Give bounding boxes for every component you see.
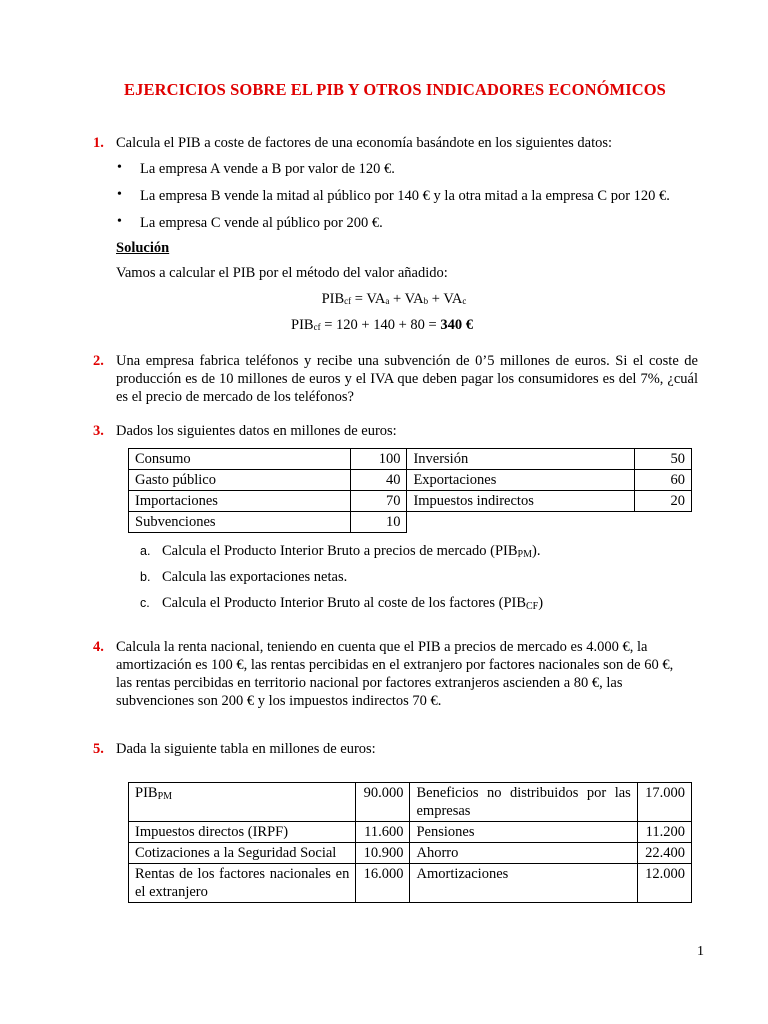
bullet-icon: • [117, 187, 122, 202]
table-row [129, 843, 692, 864]
question-text: Dados los siguientes datos en millones de euros: [116, 423, 397, 439]
formula-2: $PIB_{cf} = 120 + 140 + 80 = 340$ € [291, 317, 473, 333]
table-row [129, 783, 692, 822]
question-4 [93, 638, 678, 710]
page-number: 1 [697, 944, 704, 959]
table-cell: Pensiones [410, 822, 637, 843]
table-cell: 40 [350, 470, 407, 491]
table-cell: 22.400 [637, 843, 691, 864]
table-cell: Impuestos directos (IRPF) [129, 822, 356, 843]
list-item [140, 595, 543, 612]
table-cell: Subvenciones [129, 512, 351, 533]
table-cell: 17.000 [637, 783, 691, 822]
formula-result: 340 € [440, 317, 473, 333]
data-table-5 [128, 782, 692, 903]
table-row [129, 822, 692, 843]
bullet-icon: • [117, 214, 122, 229]
page-title: EJERCICIOS SOBRE EL PIB Y OTROS INDICADORES ECONÓMICOS [124, 80, 666, 99]
table-cell: 11.200 [637, 822, 691, 843]
list-item [140, 543, 540, 560]
list-item [140, 569, 347, 586]
question-2 [93, 352, 698, 406]
table-cell: Beneficios no distribuidos por las empresas [410, 783, 637, 822]
item-letter: a. [140, 544, 151, 558]
question-number: 2. [93, 353, 104, 369]
table-cell: 70 [350, 491, 407, 512]
table-cell: 20 [635, 491, 692, 512]
table-cell: 10.900 [356, 843, 410, 864]
item-text: Calcula el Producto Interior Bruto al coste de los factores (PIBCF) [162, 595, 544, 612]
table-cell: Ahorro [410, 843, 637, 864]
table-cell: 11.600 [356, 822, 410, 843]
question-number: 3. [93, 423, 104, 439]
question-text: Dada la siguiente tabla en millones de euros: [116, 741, 376, 757]
table-cell: 100 [350, 449, 407, 470]
question-number: 1. [93, 135, 104, 151]
table-cell: Rentas de los factores nacionales en el extranjero [129, 864, 356, 903]
table-cell: 50 [635, 449, 692, 470]
table-cell: Amortizaciones [410, 864, 637, 903]
question-text: Una empresa fabrica teléfonos y recibe una subvención de 0’5 millones de euros. Si el coste de producción es de 10 millones de euros y el IVA que deben pagar los consumidores es del 7%, ¿cuál es el precio de mercado de los teléfonos? [116, 353, 698, 405]
item-letter: c. [140, 596, 150, 610]
question-number: 5. [93, 741, 104, 757]
question-text: Calcula el PIB a coste de factores de una economía basándote en los siguientes datos: [116, 135, 613, 151]
data-table-3 [128, 448, 692, 533]
table-cell: Exportaciones [407, 470, 635, 491]
table-cell: 10 [350, 512, 407, 533]
list-item-text: La empresa C vende al público por 200 €. [140, 215, 383, 231]
table-cell: 16.000 [356, 864, 410, 903]
table-cell: Inversión [407, 449, 635, 470]
question-1 [93, 134, 703, 152]
table-cell: Cotizaciones a la Seguridad Social [129, 843, 356, 864]
table-row [129, 864, 692, 903]
table-cell: 90.000 [356, 783, 410, 822]
list-item [117, 215, 383, 232]
question-number: 4. [93, 639, 104, 655]
table-cell: Importaciones [129, 491, 351, 512]
table-cell: 60 [635, 470, 692, 491]
solution-text: Vamos a calcular el PIB por el método del valor añadido: [116, 265, 448, 281]
item-text: Calcula las exportaciones netas. [162, 569, 348, 585]
table-row [129, 491, 692, 512]
item-letter: b. [140, 570, 151, 584]
bullet-icon: • [117, 160, 122, 175]
solution-label: Solución [116, 240, 170, 256]
question-5 [93, 740, 703, 758]
table-cell: 12.000 [637, 864, 691, 903]
question-text: Calcula la renta nacional, teniendo en cuenta que el PIB a precios de mercado es 4.000 €, la amortización es 100 €, las rentas percibidas en el extranjero por factores nacionales son de 60 €, las rentas percibidas en territorio nacional por factores extranjeros ascienden a 80 €, las subvenciones son 200 € y los impuestos indirectos 70 €. [116, 639, 674, 709]
list-item [117, 188, 670, 205]
list-item-text: La empresa B vende la mitad al público por 140 € y la otra mitad a la empresa C por 120 €. [140, 188, 670, 204]
table-row [129, 449, 692, 470]
item-text: Calcula el Producto Interior Bruto a precios de mercado (PIBPM). [162, 543, 541, 560]
table-cell: PIBPM [129, 783, 356, 822]
table-cell: Consumo [129, 449, 351, 470]
question-3 [93, 422, 703, 440]
list-item-text: La empresa A vende a B por valor de 120 €. [140, 161, 395, 177]
table-row [129, 512, 692, 533]
list-item [117, 161, 395, 178]
table-cell: Gasto público [129, 470, 351, 491]
table-row [129, 470, 692, 491]
formula-1: $PIB_{cf} = VA_a + VA_b + VA_c$ [321, 291, 467, 307]
table-cell: Impuestos indirectos [407, 491, 635, 512]
